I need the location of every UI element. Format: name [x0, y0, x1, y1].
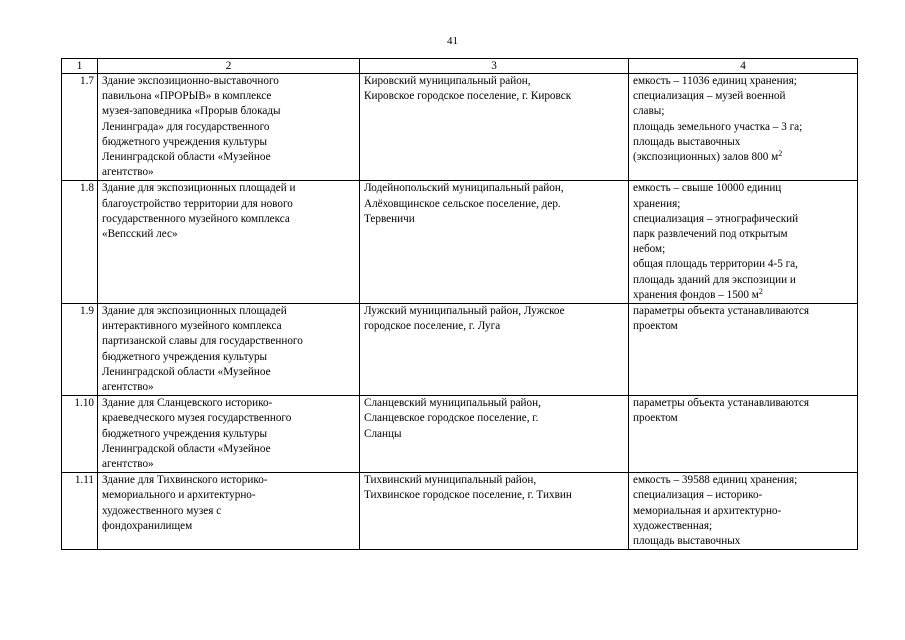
object-name-line	[102, 212, 355, 227]
object-name-line	[102, 350, 355, 365]
parameters-line	[633, 304, 853, 319]
row-number: 1.9	[62, 304, 98, 396]
object-name-cell	[98, 396, 360, 473]
location-line	[364, 181, 624, 196]
parameters-line	[633, 273, 853, 288]
object-name-line	[102, 365, 355, 380]
parameters-line	[633, 411, 853, 426]
line-text: хранения;	[633, 197, 681, 210]
object-name-line	[102, 89, 355, 104]
line-text: государственного музейного комплекса	[102, 212, 290, 225]
parameters-line	[633, 212, 853, 227]
line-text: бюджетного учреждения культуры	[102, 350, 268, 363]
line-text: Тихвинский муниципальный район,	[364, 474, 537, 487]
line-text: Сланцы	[364, 427, 402, 440]
line-text: агентство»	[102, 458, 154, 471]
line-text: специализация – историко-	[633, 489, 763, 502]
object-name-line	[102, 165, 355, 180]
table-row	[62, 181, 858, 304]
line-text: Алёховщинское сельское поселение, дер.	[364, 197, 561, 210]
location-line	[364, 89, 624, 104]
line-text: Лужский муниципальный район, Лужское	[364, 305, 565, 318]
location-cell	[360, 473, 629, 550]
parameters-line	[633, 396, 853, 411]
location-line	[364, 473, 624, 488]
line-text: Сланцевский муниципальный район,	[364, 397, 541, 410]
object-name-line	[102, 488, 355, 503]
line-text: Ленинградской области «Музейное	[102, 442, 271, 455]
line-text: Ленинградской области «Музейное	[102, 365, 271, 378]
location-line	[364, 411, 624, 426]
parameters-line	[633, 242, 853, 257]
location-line	[364, 197, 624, 212]
line-text: площадь зданий для экспозиции и	[633, 273, 796, 286]
location-cell	[360, 74, 629, 181]
table-header-row	[62, 59, 858, 74]
row-number: 1.11	[62, 473, 98, 550]
object-name-line	[102, 519, 355, 534]
object-name-line	[102, 227, 355, 242]
location-line	[364, 396, 624, 411]
parameters-cell	[629, 74, 858, 181]
line-text: Здание для Тихвинского историко-	[102, 474, 268, 487]
line-text: агентство»	[102, 381, 154, 394]
line-text: музея-заповедника «Прорыв блокады	[102, 105, 281, 118]
location-line	[364, 212, 624, 227]
location-line	[364, 427, 624, 442]
object-name-line	[102, 396, 355, 411]
line-text: фондохранилищем	[102, 519, 193, 532]
line-text: краеведческого музея государственного	[102, 412, 292, 425]
line-text: мемориальная и архитектурно-	[633, 504, 782, 517]
object-name-line	[102, 135, 355, 150]
object-name-line	[102, 380, 355, 395]
table-row	[62, 396, 858, 473]
parameters-line	[633, 288, 853, 303]
line-text: бюджетного учреждения культуры	[102, 135, 268, 148]
line-text: Здание экспозиционно-выставочного	[102, 75, 279, 87]
line-text: Здание для Сланцевского историко-	[102, 397, 273, 410]
line-text: емкость – 11036 единиц хранения;	[633, 75, 797, 87]
line-text: мемориального и архитектурно-	[102, 489, 256, 502]
object-name-line	[102, 442, 355, 457]
object-name-line	[102, 304, 355, 319]
line-text: емкость – свыше 10000 единиц	[633, 182, 782, 195]
line-text: Здание для экспозиционных площадей и	[102, 182, 296, 195]
unit-superscript: 2	[778, 149, 783, 159]
location-line	[364, 488, 624, 503]
line-text: проектом	[633, 412, 678, 425]
parameters-cell	[629, 181, 858, 304]
object-name-line	[102, 457, 355, 472]
parameters-line	[633, 534, 853, 549]
unit-superscript: 2	[758, 286, 763, 296]
object-name-line	[102, 319, 355, 334]
column-header-2: 2	[98, 59, 360, 74]
line-text: благоустройство территории для нового	[102, 197, 293, 210]
parameters-cell	[629, 473, 858, 550]
column-header-3: 3	[360, 59, 629, 74]
location-cell	[360, 304, 629, 396]
object-name-cell	[98, 74, 360, 181]
parameters-line	[633, 473, 853, 488]
table-row	[62, 473, 858, 550]
parameters-line	[633, 150, 853, 165]
parameters-line	[633, 104, 853, 119]
line-text: небом;	[633, 243, 666, 256]
parameters-line	[633, 89, 853, 104]
line-text: Сланцевское городское поселение, г.	[364, 412, 539, 425]
line-text: емкость – 39588 единиц хранения;	[633, 474, 798, 487]
line-text: площадь выставочных	[633, 135, 741, 148]
parameters-cell	[629, 304, 858, 396]
line-text: Лодейнопольский муниципальный район,	[364, 182, 564, 195]
line-text: параметры объекта устанавливаются	[633, 305, 809, 318]
line-text: хранения фондов – 1500 м	[633, 288, 759, 301]
parameters-line	[633, 181, 853, 196]
line-text: агентство»	[102, 166, 154, 179]
row-number: 1.10	[62, 396, 98, 473]
table-row	[62, 74, 858, 181]
line-text: Ленинграда» для государственного	[102, 120, 270, 133]
object-name-line	[102, 104, 355, 119]
parameters-line	[633, 120, 853, 135]
column-header-4: 4	[629, 59, 858, 74]
objects-table	[61, 58, 858, 550]
object-name-line	[102, 150, 355, 165]
parameters-line	[633, 319, 853, 334]
object-name-cell	[98, 181, 360, 304]
line-text: партизанской славы для государственного	[102, 335, 303, 348]
line-text: (экспозиционных) залов 800 м	[633, 151, 779, 164]
parameters-line	[633, 227, 853, 242]
line-text: Здание для экспозиционных площадей	[102, 305, 287, 318]
parameters-line	[633, 504, 853, 519]
object-name-cell	[98, 473, 360, 550]
line-text: бюджетного учреждения культуры	[102, 427, 268, 440]
row-number: 1.8	[62, 181, 98, 304]
line-text: «Вепсский лес»	[102, 228, 178, 241]
line-text: Тервеничи	[364, 212, 415, 225]
line-text: парк развлечений под открытым	[633, 228, 788, 241]
object-name-line	[102, 197, 355, 212]
line-text: славы;	[633, 105, 665, 118]
parameters-line	[633, 197, 853, 212]
line-text: Тихвинское городское поселение, г. Тихвин	[364, 489, 572, 502]
object-name-line	[102, 334, 355, 349]
object-name-line	[102, 473, 355, 488]
line-text: городское поселение, г. Луга	[364, 320, 501, 333]
line-text: общая площадь территории 4-5 га,	[633, 258, 798, 271]
object-name-cell	[98, 304, 360, 396]
parameters-line	[633, 519, 853, 534]
object-name-line	[102, 504, 355, 519]
line-text: художественного музея с	[102, 504, 222, 517]
line-text: специализация – этнографический	[633, 212, 799, 225]
line-text: площадь земельного участка – 3 га;	[633, 120, 803, 133]
line-text: интерактивного музейного комплекса	[102, 320, 282, 333]
line-text: Кировский муниципальный район,	[364, 75, 531, 87]
line-text: параметры объекта устанавливаются	[633, 397, 809, 410]
table-row	[62, 304, 858, 396]
parameters-line	[633, 488, 853, 503]
object-name-line	[102, 74, 355, 89]
location-line	[364, 319, 624, 334]
parameters-line	[633, 74, 853, 89]
object-name-line	[102, 181, 355, 196]
location-cell	[360, 181, 629, 304]
column-header-1: 1	[62, 59, 98, 74]
parameters-line	[633, 135, 853, 150]
table-body	[62, 74, 858, 550]
line-text: специализация – музей военной	[633, 90, 786, 103]
line-text: площадь выставочных	[633, 535, 741, 548]
line-text: проектом	[633, 320, 678, 333]
object-name-line	[102, 411, 355, 426]
location-line	[364, 74, 624, 89]
line-text: Кировское городское поселение, г. Кировск	[364, 90, 572, 103]
line-text: павильона «ПРОРЫВ» в комплексе	[102, 90, 272, 103]
row-number: 1.7	[62, 74, 98, 181]
location-line	[364, 304, 624, 319]
parameters-cell	[629, 396, 858, 473]
page-number: 41	[447, 35, 458, 47]
location-cell	[360, 396, 629, 473]
line-text: Ленинградской области «Музейное	[102, 151, 271, 164]
line-text: художественная;	[633, 519, 713, 532]
parameters-line	[633, 257, 853, 272]
object-name-line	[102, 427, 355, 442]
object-name-line	[102, 120, 355, 135]
